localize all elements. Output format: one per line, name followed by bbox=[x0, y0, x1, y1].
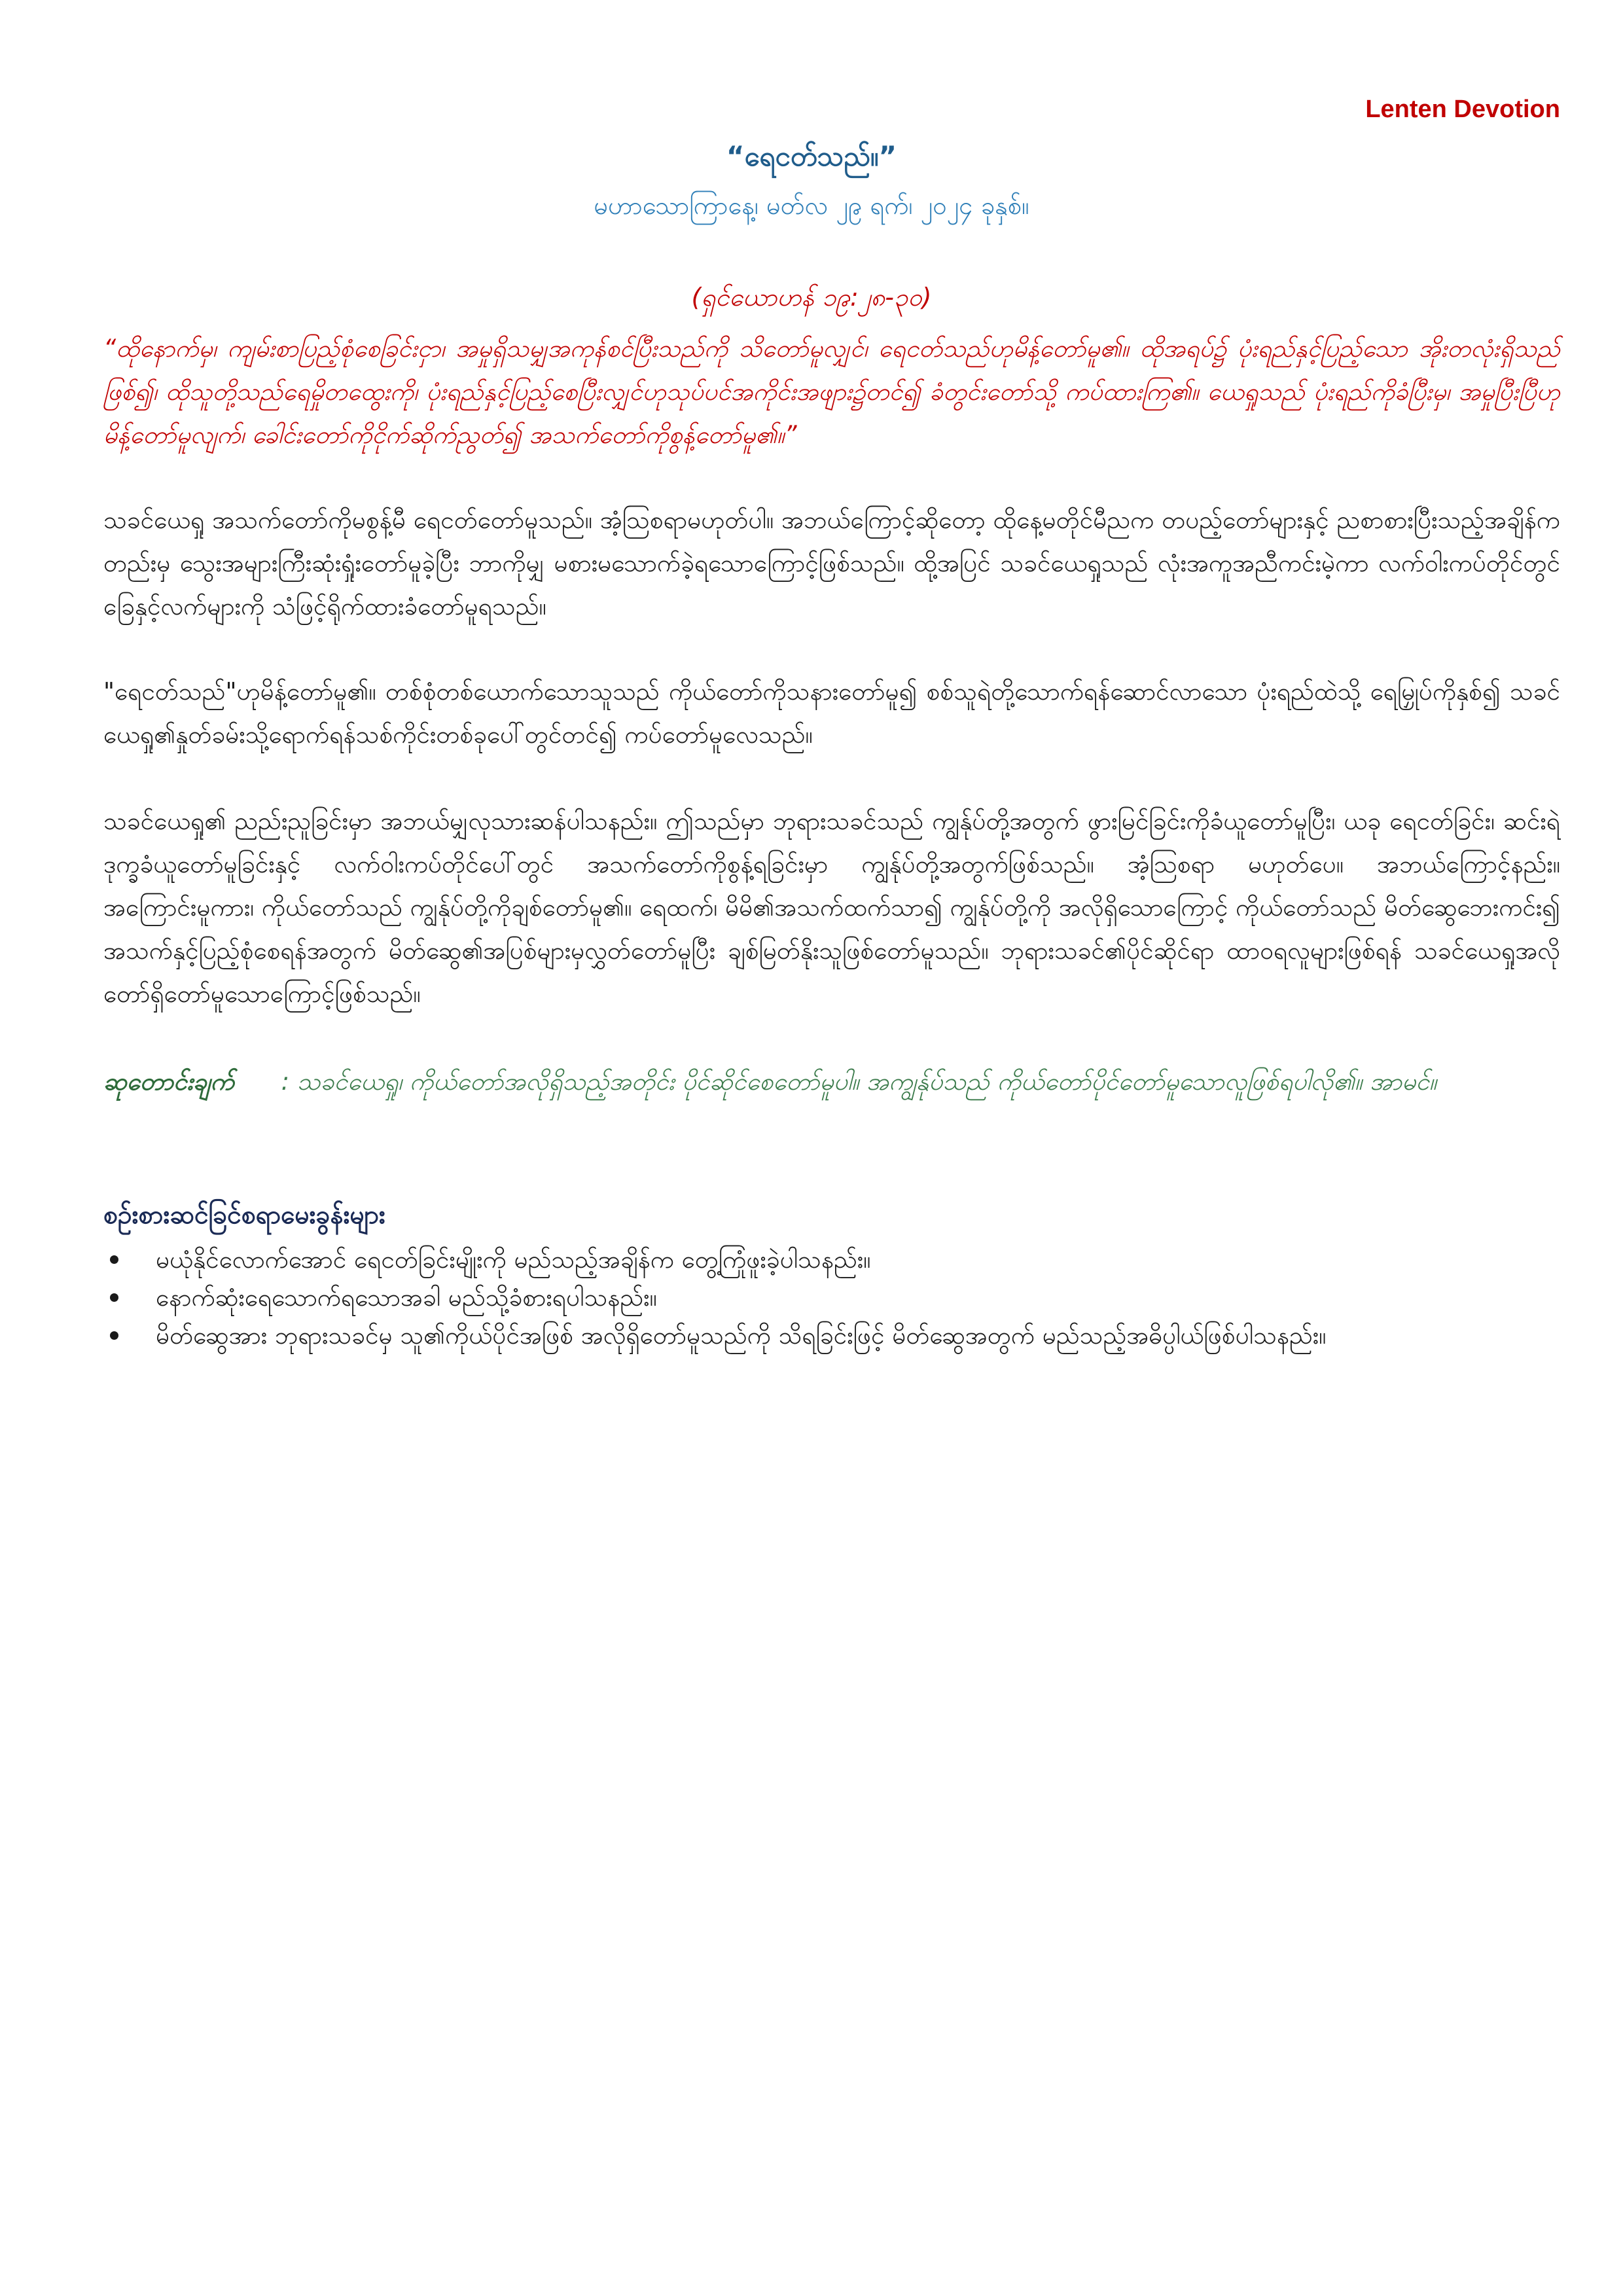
body-paragraph-2: "ရေငတ်သည်"ဟုမိန့်တော်မူ၏။ တစ်စုံတစ်ယောက်သောသူသည် ကိုယ်တော်ကိုသနားတော်မူ၍ စစ်သူရဲတို့သောက်ရန်ဆောင်လာသော ပုံးရည်ထဲသို့ ရေမြှုပ်ကိုနှစ်၍ သခင်ယေရှု၏နှုတ်ခမ်းသို့ရောက်ရန်သစ်ကိုင်းတစ်ခုပေါ်တွင်တင်၍ ကပ်တော်မူလေသည်။ bbox=[103, 677, 1560, 749]
body-paragraph-1: သခင်ယေရှု အသက်တော်ကိုမစွန့်မီ ရေငတ်တော်မူသည်။ အံ့ဩစရာမဟုတ်ပါ။ အဘယ်ကြောင့်ဆိုတော့ ထိုနေ့မတိုင်မီညက တပည့်တော်များနှင့် ညစာစားပြီးသည့်အချိန်ကတည်းမှ သွေးအများကြီးဆုံးရှုံးတော်မူခဲ့ပြီး ဘာကိုမျှ မစားမသောက်ခဲ့ရသောကြောင့်ဖြစ်သည်။ ထို့အပြင် သခင်ယေရှုသည် လုံးအကူအညီကင်းမဲ့ကာ လက်ဝါးကပ်တိုင်တွင် ခြေနှင့်လက်များကို သံဖြင့်ရိုက်ထားခံတော်မူရသည်။ bbox=[103, 506, 1560, 620]
scripture-text: “ထိုနောက်မှ၊ ကျမ်းစာပြည့်စုံစေခြင်းငှာ၊ အမှုရှိသမျှအကုန်စင်ပြီးသည်ကို သိတော်မူလျှင်၊ ရေငတ်သည်ဟုမိန့်တော်မူ၏။ ထိုအရပ်၌ ပုံးရည်နှင့်ပြည့်သော အိုးတလုံးရှိသည်ဖြစ်၍၊ ထိုသူတို့သည်ရေမှိုတထွေးကို၊ ပုံးရည်နှင့်ပြည့်စေပြီးလျှင်ဟုသုပ်ပင်အကိုင်းအဖျား၌တင်၍ ခံတွင်းတော်သို့ ကပ်ထားကြ၏။ ယေရှုသည် ပုံးရည်ကိုခံပြီးမှ၊ အမှုပြီးပြီဟု မိန့်တော်မူလျက်၊ ခေါင်းတော်ကိုငိုက်ဆိုက်ညွတ်၍ အသက်တော်ကိုစွန့်တော်မူ၏။” bbox=[103, 334, 1560, 449]
list-item bbox=[103, 1241, 1560, 1279]
questions-heading: စဉ်းစားဆင်ခြင်စရာမေးခွန်းများ bbox=[103, 1200, 385, 1230]
questions-list bbox=[103, 1241, 1560, 1355]
body-paragraph-3: သခင်ယေရှု၏ ညည်းညူခြင်းမှာ အဘယ်မျှလုသားဆန်ပါသနည်း။ ဤသည်မှာ ဘုရားသခင်သည် ကျွန်ုပ်တို့အတွက် ဖွားမြင်ခြင်းကိုခံယူတော်မူပြီး၊ ယခု ရေငတ်ခြင်း၊ ဆင်းရဲဒုက္ခခံယူတော်မူခြင်းနှင့် လက်ဝါးကပ်တိုင်ပေါ်တွင် အသက်တော်ကိုစွန့်ရခြင်းမှာ ကျွန်ုပ်တို့အတွက်ဖြစ်သည်။ အံ့ဩစရာ မဟုတ်ပေ။ အဘယ်ကြောင့်နည်း။ အကြောင်းမူကား၊ ကိုယ်တော်သည် ကျွန်ုပ်တို့ကိုချစ်တော်မူ၏။ ရေထက်၊ မိမိ၏အသက်ထက်သာ၍ ကျွန်ုပ်တို့ကို အလိုရှိသောကြောင့် ကိုယ်တော်သည် မိတ်ဆွေဘေးကင်း၍ အသက်နှင့်ပြည့်စုံစေရန်အတွက် မိတ်ဆွေ၏အပြစ်များမှလွှတ်တော်မူပြီး ချစ်မြတ်နိုးသူဖြစ်တော်မူသည်။ ဘုရားသခင်၏ပိုင်ဆိုင်ရာ ထာဝရလူများဖြစ်ရန် သခင်ယေရှုအလိုတော်ရှိတော်မူသောကြောင့်ဖြစ်သည်။ bbox=[103, 807, 1560, 1008]
list-item bbox=[103, 1279, 1560, 1317]
bullet-icon bbox=[110, 1255, 118, 1264]
prayer-block bbox=[103, 1060, 1560, 1103]
scripture-reference: (ရှင်ယောဟန် ၁၉:၂၈-၃၀) bbox=[691, 283, 932, 312]
list-item bbox=[103, 1317, 1560, 1355]
bullet-icon bbox=[110, 1331, 118, 1340]
header-tag: Lenten Devotion bbox=[1365, 96, 1560, 123]
page-title: “ရေငတ်သည်။” bbox=[726, 140, 897, 172]
question-text: မိတ်ဆွေအား ဘုရားသခင်မှ သူ၏ကိုယ်ပိုင်အဖြစ် အလိုရှိတော်မူသည်ကို သိရခြင်းဖြင့် မိတ်ဆွေအတွက် မည်သည့်အဓိပ္ပါယ်ဖြစ်ပါသနည်း။ bbox=[156, 1321, 1327, 1350]
prayer-label: ဆုတောင်းချက် bbox=[103, 1067, 234, 1096]
date-line: မဟာသောကြာနေ့၊ မတ်လ ၂၉ ရက်၊ ၂၀၂၄ ခုနှစ်။ bbox=[594, 191, 1029, 220]
question-text: နောက်ဆုံးရေသောက်ရသောအခါ မည်သို့ခံစားရပါသနည်း။ bbox=[156, 1283, 657, 1312]
bullet-icon bbox=[110, 1293, 118, 1302]
prayer-text: : သခင်ယေရှု၊ ကိုယ်တော်အလိုရှိသည့်အတိုင်း ပိုင်ဆိုင်စေတော်မူပါ။ အကျွန်ုပ်သည် ကိုယ်တော်ပိုင်တော်မူသောလူဖြစ်ရပါလို၏။ အာမင်။ bbox=[281, 1067, 1437, 1096]
question-text: မယုံနိုင်လောက်အောင် ရေငတ်ခြင်းမျိုးကို မည်သည့်အချိန်က တွေ့ကြုံဖူးခဲ့ပါသနည်း။ bbox=[156, 1246, 871, 1274]
